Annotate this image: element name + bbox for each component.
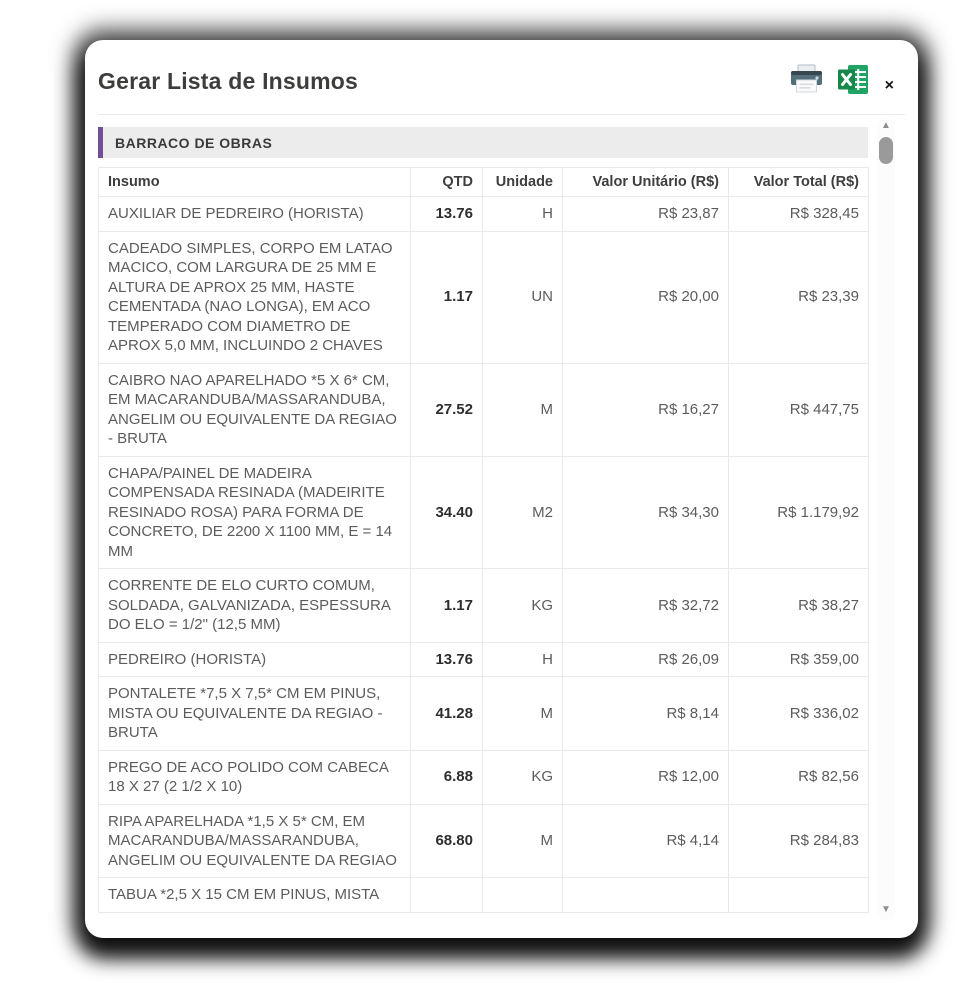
cell-valor-unitario: R$ 8,14: [563, 677, 729, 751]
table-row: [99, 456, 869, 569]
modal-header: [85, 40, 918, 95]
cell-unidade: M2: [483, 456, 563, 569]
column-header-insumo: Insumo: [99, 168, 411, 197]
cell-unidade: H: [483, 197, 563, 232]
column-header-valor-unitario: Valor Unitário (R$): [563, 168, 729, 197]
scrollbar-up-button[interactable]: [881, 118, 891, 134]
cell-unidade: M: [483, 677, 563, 751]
cell-valor-total: R$ 82,56: [729, 750, 869, 804]
cell-unidade: H: [483, 642, 563, 677]
section-header-barraco-de-obras: [98, 127, 868, 158]
cell-unidade: UN: [483, 231, 563, 363]
cell-unidade: M: [483, 804, 563, 878]
close-button[interactable]: [885, 78, 894, 94]
cell-insumo: PREGO DE ACO POLIDO COM CABECA 18 X 27 (2 1/2 X 10): [99, 750, 411, 804]
cell-qtd: 1.17: [411, 569, 483, 643]
cell-unidade: M: [483, 363, 563, 456]
vertical-scrollbar[interactable]: [877, 118, 895, 920]
cell-valor-total: R$ 38,27: [729, 569, 869, 643]
cell-qtd: 68.80: [411, 804, 483, 878]
table-row: [99, 197, 869, 232]
cell-qtd: 6.88: [411, 750, 483, 804]
cell-valor-unitario: R$ 23,87: [563, 197, 729, 232]
cell-valor-total: R$ 284,83: [729, 804, 869, 878]
table-row: [99, 677, 869, 751]
table-row: [99, 878, 869, 913]
cell-valor-total: R$ 23,39: [729, 231, 869, 363]
cell-valor-total: R$ 359,00: [729, 642, 869, 677]
cell-insumo: PONTALETE *7,5 X 7,5* CM EM PINUS, MISTA OU EQUIVALENTE DA REGIAO - BRUTA: [99, 677, 411, 751]
cell-valor-total: R$ 447,75: [729, 363, 869, 456]
table-body: [99, 197, 869, 913]
cell-qtd: 41.28: [411, 677, 483, 751]
cell-qtd: 34.40: [411, 456, 483, 569]
excel-icon: [838, 65, 868, 94]
cell-valor-unitario: R$ 16,27: [563, 363, 729, 456]
scrollbar-down-button[interactable]: [881, 902, 891, 918]
cell-valor-total: R$ 336,02: [729, 677, 869, 751]
cell-unidade: KG: [483, 569, 563, 643]
cell-insumo: CHAPA/PAINEL DE MADEIRA COMPENSADA RESINADA (MADEIRITE RESINADO ROSA) PARA FORMA DE CONCRETO, DE 2200 X 1100 MM, E = 14 MM: [99, 456, 411, 569]
cell-insumo: CORRENTE DE ELO CURTO COMUM, SOLDADA, GALVANIZADA, ESPESSURA DO ELO = 1/2" (12,5 MM): [99, 569, 411, 643]
table-row: [99, 750, 869, 804]
cell-valor-unitario: [563, 878, 729, 913]
cell-insumo: PEDREIRO (HORISTA): [99, 642, 411, 677]
cell-valor-unitario: R$ 12,00: [563, 750, 729, 804]
table-header-row: [99, 168, 869, 197]
header-actions: [790, 64, 894, 94]
cell-insumo: CADEADO SIMPLES, CORPO EM LATAO MACICO, COM LARGURA DE 25 MM E ALTURA DE APROX 25 MM, HASTE CEMENTADA (NAO LONGA), EM ACO TEMPERADO COM DIAMETRO DE APROX 5,0 MM, INCLUINDO 2 CHAVES: [99, 231, 411, 363]
cell-valor-unitario: R$ 26,09: [563, 642, 729, 677]
cell-insumo: RIPA APARELHADA *1,5 X 5* CM, EM MACARANDUBA/MASSARANDUBA, ANGELIM OU EQUIVALENTE DA REGIAO: [99, 804, 411, 878]
cell-valor-total: R$ 1.179,92: [729, 456, 869, 569]
chevron-down-icon: ▼: [881, 904, 891, 915]
printer-icon: [790, 64, 823, 94]
cell-qtd: 13.76: [411, 197, 483, 232]
table-header: [99, 168, 869, 197]
modal-title: Gerar Lista de Insumos: [98, 68, 359, 94]
chevron-up-icon: ▲: [881, 120, 891, 131]
cell-valor-total: R$ 328,45: [729, 197, 869, 232]
column-header-valor-total: Valor Total (R$): [729, 168, 869, 197]
cell-qtd: 1.17: [411, 231, 483, 363]
print-button[interactable]: [790, 64, 823, 94]
cell-insumo: AUXILIAR DE PEDREIRO (HORISTA): [99, 197, 411, 232]
cell-valor-unitario: R$ 32,72: [563, 569, 729, 643]
generate-insumos-modal: [85, 40, 918, 938]
column-header-unidade: Unidade: [483, 168, 563, 197]
scrollbar-thumb[interactable]: [879, 137, 893, 164]
table-row: [99, 363, 869, 456]
column-header-qtd: QTD: [411, 168, 483, 197]
cell-qtd: 27.52: [411, 363, 483, 456]
cell-insumo: TABUA *2,5 X 15 CM EM PINUS, MISTA: [99, 878, 411, 913]
cell-qtd: 13.76: [411, 642, 483, 677]
table-row: [99, 569, 869, 643]
table-row: [99, 231, 869, 363]
cell-valor-total: [729, 878, 869, 913]
cell-valor-unitario: R$ 4,14: [563, 804, 729, 878]
table-row: [99, 642, 869, 677]
header-divider: [98, 114, 905, 115]
cell-unidade: [483, 878, 563, 913]
cell-insumo: CAIBRO NAO APARELHADO *5 X 6* CM, EM MACARANDUBA/MASSARANDUBA, ANGELIM OU EQUIVALENTE DA REGIAO - BRUTA: [99, 363, 411, 456]
export-excel-button[interactable]: [838, 65, 868, 94]
section-title: BARRACO DE OBRAS: [115, 134, 273, 151]
cell-qtd: [411, 878, 483, 913]
insumos-table: [98, 167, 869, 913]
insumos-scroll-area: [98, 127, 869, 929]
cell-unidade: KG: [483, 750, 563, 804]
table-row: [99, 804, 869, 878]
cell-valor-unitario: R$ 34,30: [563, 456, 729, 569]
cell-valor-unitario: R$ 20,00: [563, 231, 729, 363]
close-icon: ×: [884, 77, 894, 94]
